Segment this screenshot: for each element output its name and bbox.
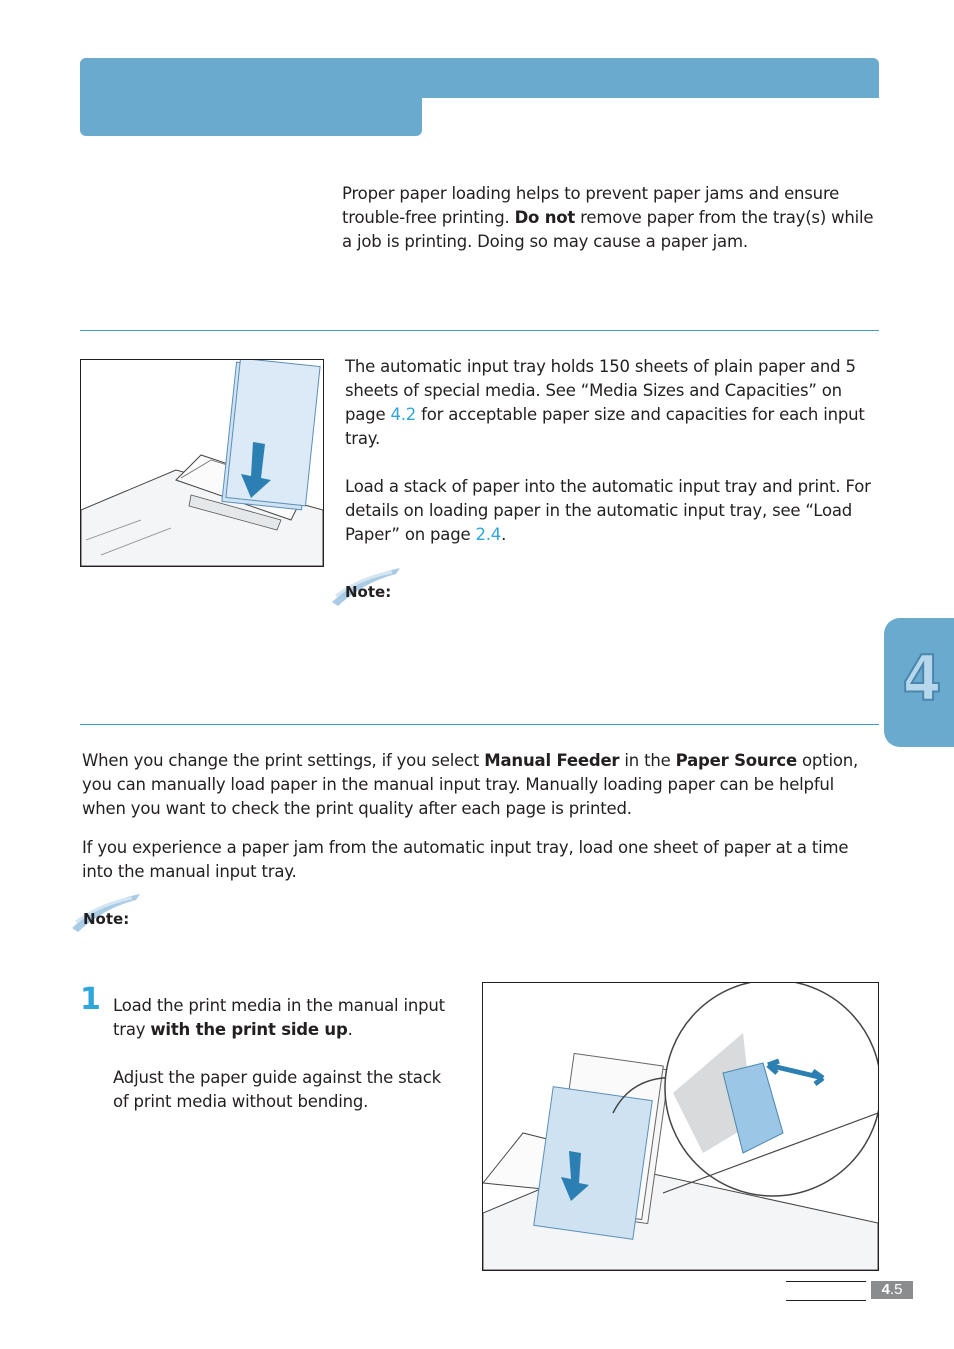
step-1-text	[113, 994, 458, 1042]
manual-feeder-label: Manual Feeder	[484, 751, 620, 770]
step-text-end: .	[347, 1020, 353, 1039]
automatic-tray-paragraph-2	[345, 475, 881, 547]
section-divider	[80, 330, 879, 331]
page-link-2-4[interactable]: 2.4	[475, 525, 502, 544]
printer-auto-tray-illustration	[81, 360, 323, 566]
manual-text-end: option, you can manually load paper in the manual input tray. Manually loading paper can be helpful when you want to check the print quality after each page is printed.	[82, 751, 859, 818]
page-index: .5	[889, 1281, 903, 1298]
step-1-text-2: Adjust the paper guide against the stack of print media without bending.	[113, 1068, 441, 1111]
manual-text: When you change the print settings, if you select	[82, 751, 485, 770]
step-text: Load the print media in the manual input tray	[113, 996, 445, 1039]
page-footer-lines	[786, 1281, 866, 1301]
manual-tray-paragraph-2: If you experience a paper jam from the automatic input tray, load one sheet of paper at a time into the manual input tray.	[82, 838, 849, 881]
auto-tray-text-end: for acceptable paper size and capacities for each input tray.	[345, 405, 865, 448]
page-link-4-2[interactable]: 4.2	[390, 405, 417, 424]
paper-source-label: Paper Source	[675, 751, 797, 770]
step-bold: with the print side up	[150, 1020, 348, 1039]
auto-tray-text-2: Load a stack of paper into the automatic input tray and print. For details on loading paper in the automatic input tray, see “Load Paper” on page	[345, 477, 871, 544]
note-label: Note:	[345, 583, 392, 601]
step-number: 1	[80, 982, 101, 1017]
manual-tray-paragraph-1	[82, 749, 882, 821]
note-label-2: Note:	[83, 910, 130, 928]
chapter-number: 4	[902, 642, 942, 715]
manual-tray-figure	[482, 982, 879, 1271]
auto-tray-text: The automatic input tray holds 150 sheets of plain paper and 5 sheets of special media. See “Media Sizes and Capacities” on page	[345, 357, 856, 424]
intro-paragraph	[342, 182, 882, 254]
manual-text-mid: in the	[619, 751, 676, 770]
section-divider-2	[80, 724, 879, 725]
printer-manual-tray-illustration	[483, 983, 878, 1270]
page-chapter: 4	[881, 1281, 890, 1298]
intro-text: Proper paper loading helps to prevent paper jams and ensure trouble-free printing.	[342, 184, 840, 227]
intro-text-end: remove paper from the tray(s) while a job is printing. Doing so may cause a paper jam.	[342, 208, 874, 251]
page-number	[871, 1281, 913, 1299]
intro-bold: Do not	[514, 208, 576, 227]
header-banner-tab	[80, 58, 422, 136]
automatic-tray-figure	[80, 359, 324, 567]
auto-tray-text-2-end: .	[501, 525, 507, 544]
automatic-tray-paragraph-1	[345, 355, 881, 451]
